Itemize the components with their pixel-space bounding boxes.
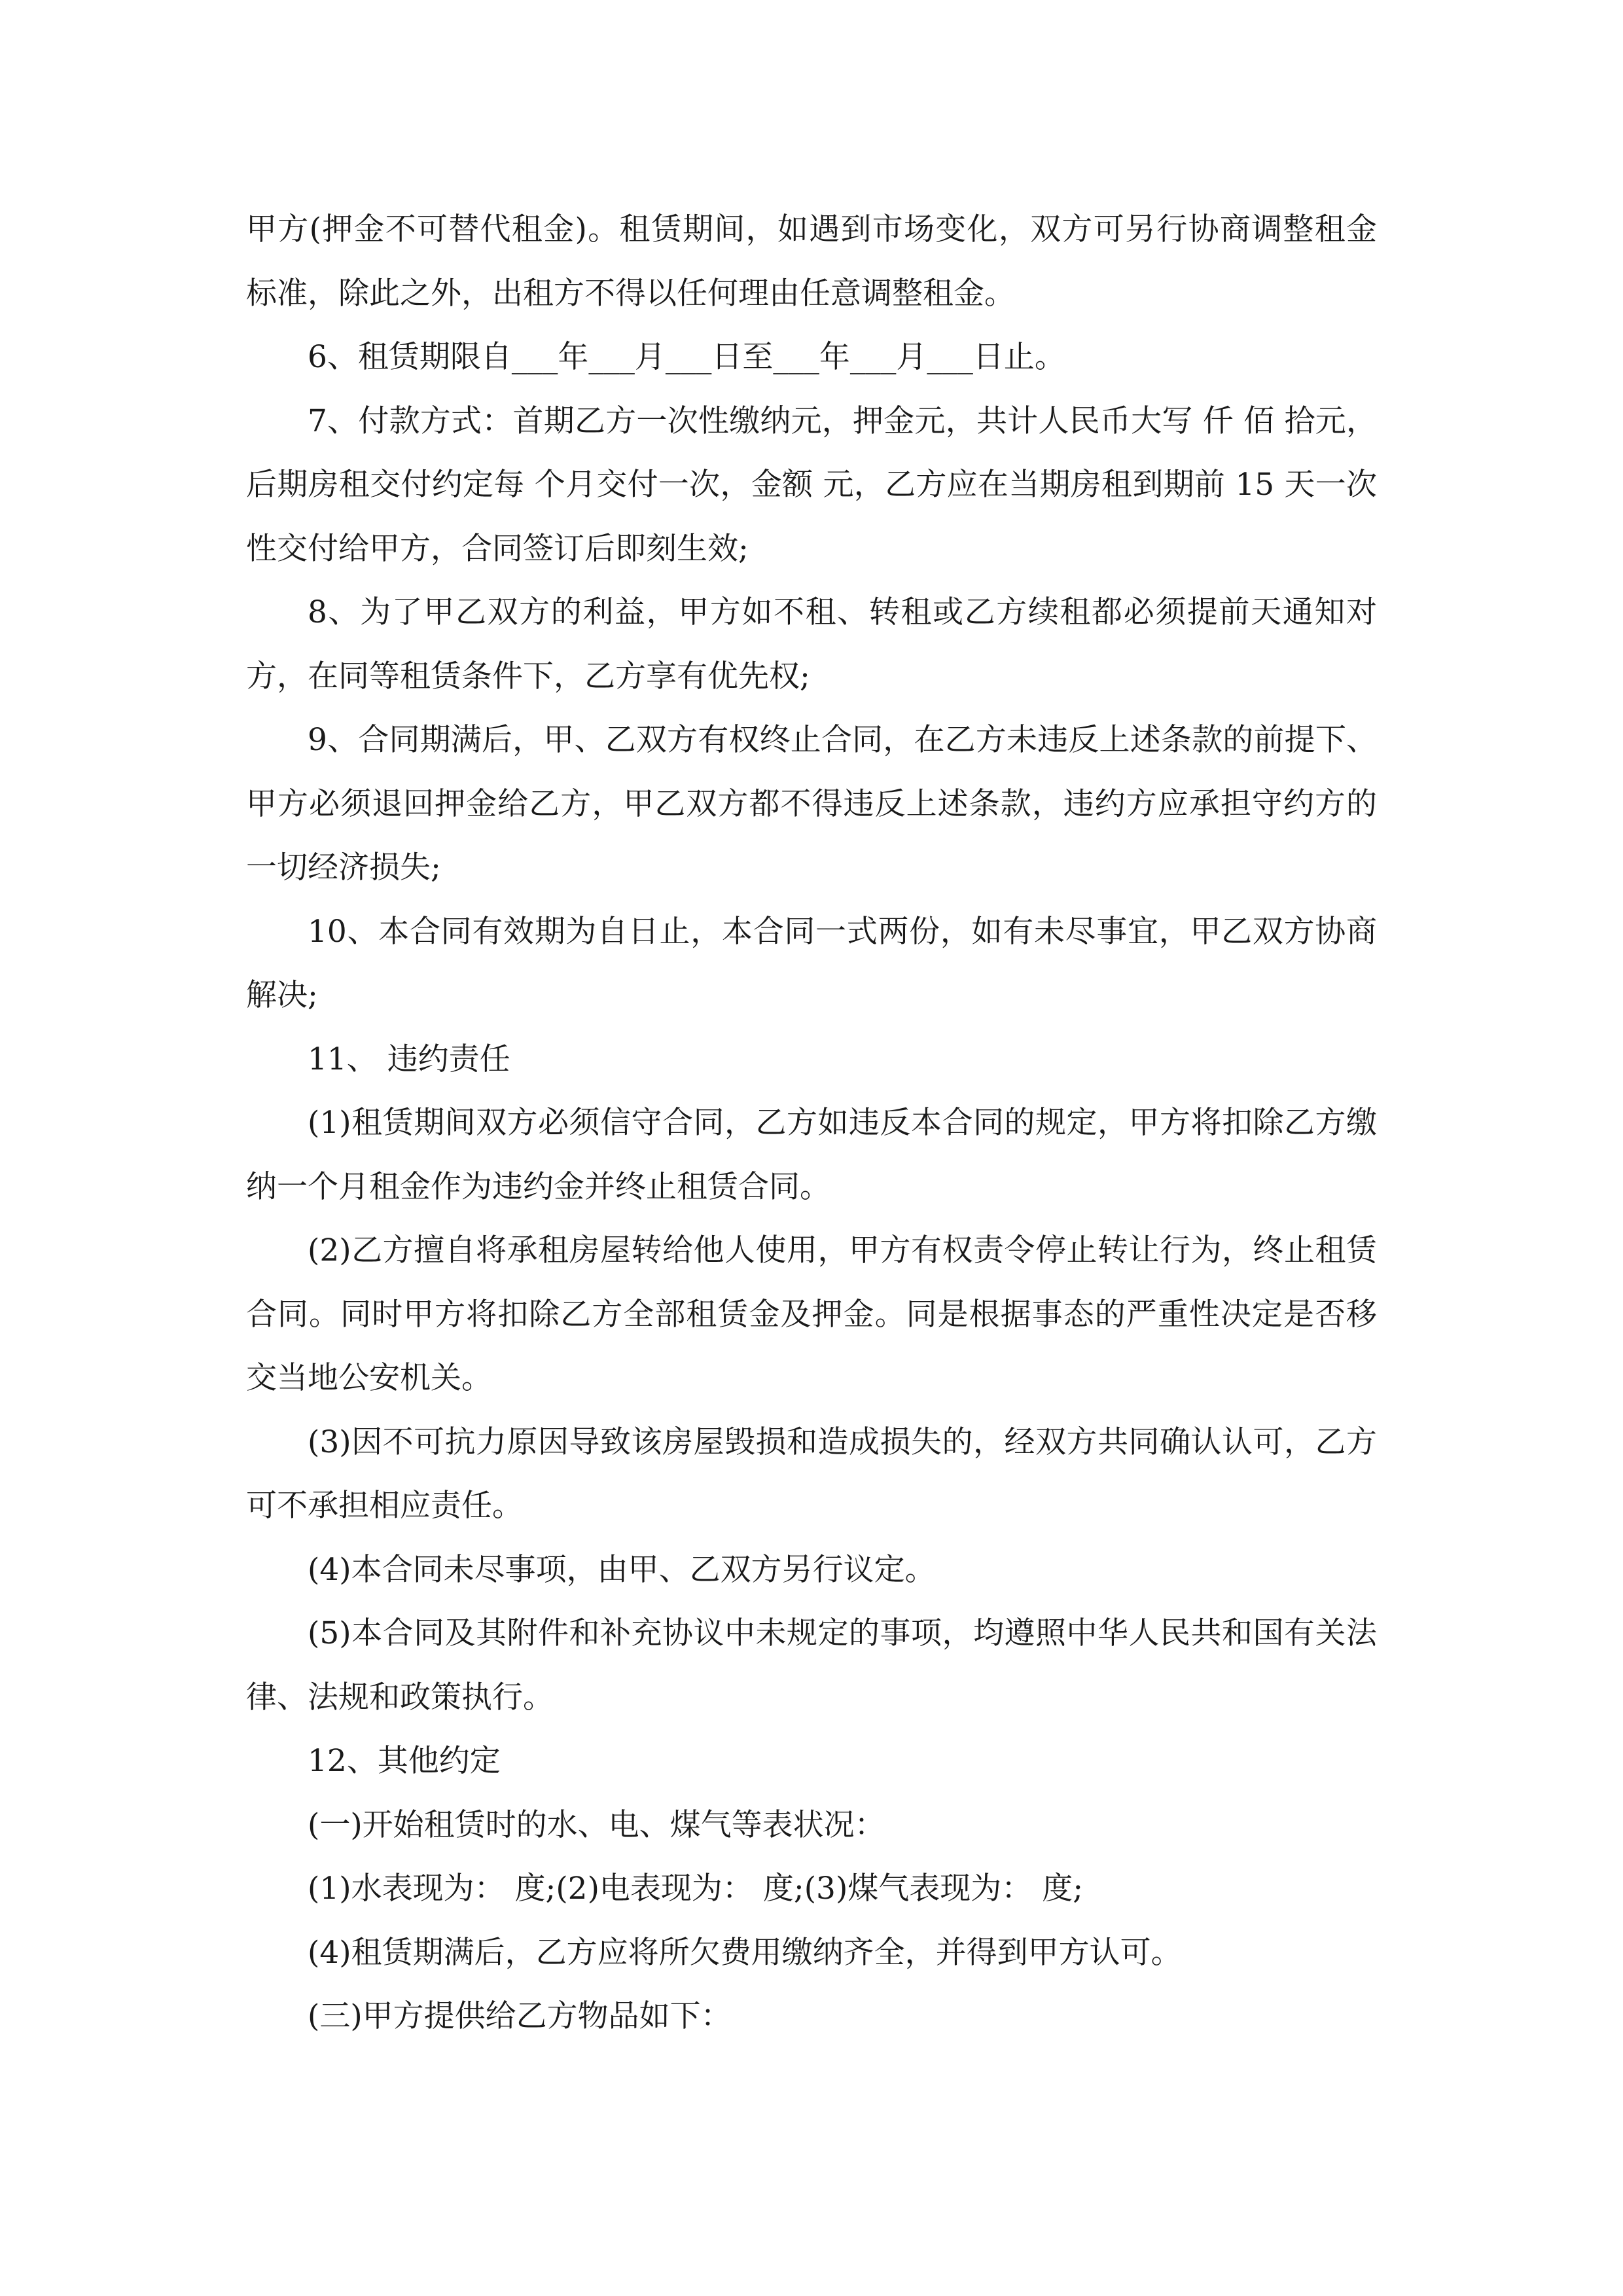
paragraph-liability-4: (4)本合同未尽事项，由甲、乙双方另行议定。	[308, 1551, 936, 1588]
paragraph-items-provided: (三)甲方提供给乙方物品如下：	[308, 1998, 732, 2034]
paragraph-settle-fees: (4)租赁期满后，乙方应将所欠费用缴纳齐全，并得到甲方认可。	[308, 1934, 1182, 1971]
paragraph-lease-term: 6、租赁期限自___年___月___日至___年___月___日止。	[308, 339, 1065, 375]
paragraph-liability-2: (2)乙方擅自将承租房屋转给他人使用，甲方有权责令停止转让行为，终止租赁合同。同时甲方将扣除乙方全部租赁金及押金。同是根据事态的严重性决定是否移交当地公安机关。	[246, 1232, 1377, 1396]
contract-body	[246, 198, 1377, 2049]
paragraph-payment-method: 7、付款方式：首期乙方一次性缴纳元，押金元，共计人民币大写 仟 佰 拾元，后期房租交付约定每 个月交付一次，金额 元，乙方应在当期房租到期前 15 天一次性交付给甲方，合同签订后即刻生效;	[246, 403, 1377, 567]
paragraph-notice-priority: 8、为了甲乙双方的利益，甲方如不租、转租或乙方续租都必须提前天通知对方，在同等租赁条件下，乙方享有优先权;	[246, 594, 1377, 694]
paragraph-validity: 10、本合同有效期为自日止，本合同一式两份，如有未尽事宜，甲乙双方协商解决;	[246, 913, 1377, 1013]
section-heading-liability: 11、 违约责任	[308, 1041, 510, 1077]
paragraph-liability-5: (5)本合同及其附件和补充协议中未规定的事项，均遵照中华人民共和国有关法律、法规和政策执行。	[246, 1615, 1377, 1715]
paragraph-liability-3: (3)因不可抗力原因导致该房屋毁损和造成损失的，经双方共同确认认可，乙方可不承担相应责任。	[246, 1424, 1377, 1524]
paragraph-liability-1: (1)租赁期间双方必须信守合同，乙方如违反本合同的规定，甲方将扣除乙方缴纳一个月租金作为违约金并终止租赁合同。	[246, 1105, 1377, 1205]
paragraph-rent-deposit: 甲方(押金不可替代租金)。租赁期间，如遇到市场变化，双方可另行协商调整租金标准，除此之外，出租方不得以任何理由任意调整租金。	[246, 211, 1377, 312]
section-heading-other: 12、其他约定	[308, 1743, 501, 1779]
paragraph-meter-readings: (1)水表现为： 度;(2)电表现为： 度;(3)煤气表现为： 度;	[308, 1871, 1084, 1907]
paragraph-contract-expiry: 9、合同期满后，甲、乙双方有权终止合同，在乙方未违反上述条款的前提下、甲方必须退回押金给乙方，甲乙双方都不得违反上述条款，违约方应承担守约方的一切经济损失;	[246, 722, 1377, 886]
paragraph-meter-status: (一)开始租赁时的水、电、煤气等表状况：	[308, 1806, 885, 1843]
